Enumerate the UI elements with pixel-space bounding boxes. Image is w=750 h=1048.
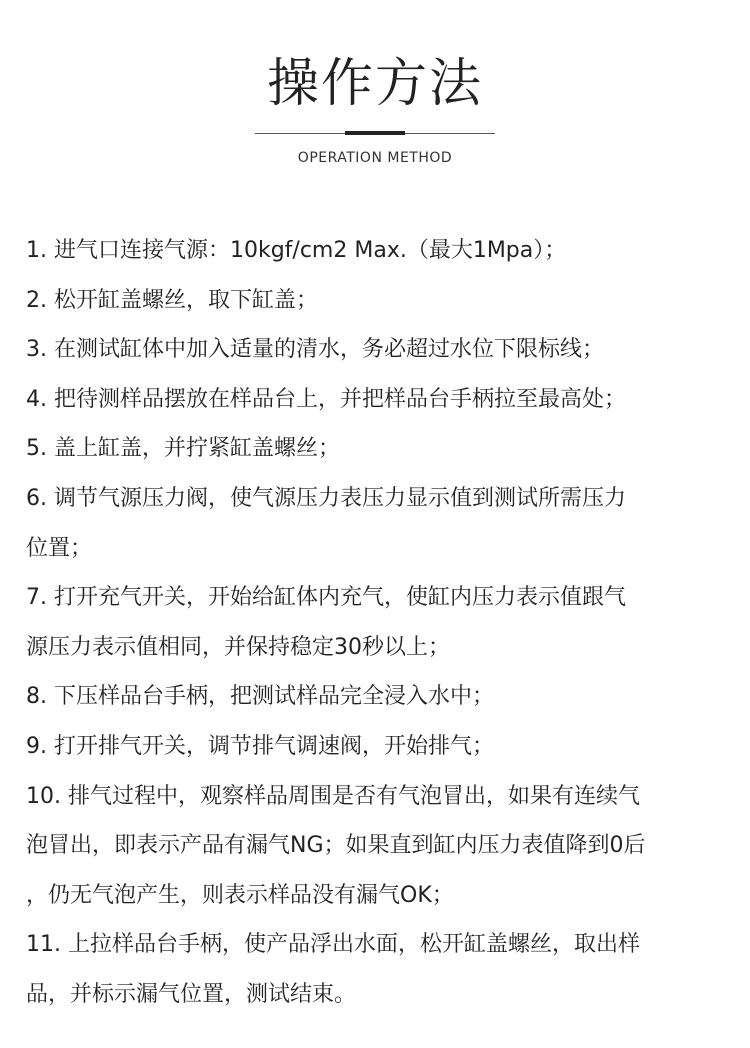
step-4 — [26, 375, 726, 425]
page-title: 操作方法 — [266, 54, 483, 114]
step-2 — [26, 276, 726, 326]
step-text-line: 3. 在测试缸体中加入适量的清水，务必超过水位下限标线； — [26, 337, 604, 363]
step-10 — [26, 772, 726, 921]
step-text-line: ，仍无气泡产生，则表示样品没有漏气OK； — [26, 882, 454, 908]
step-text-line: 2. 松开缸盖螺丝，取下缸盖； — [26, 287, 318, 313]
page-subtitle: OPERATION METHOD — [297, 150, 453, 166]
step-text-line: 源压力表示值相同，并保持稳定30秒以上； — [26, 634, 450, 660]
step-3 — [26, 325, 726, 375]
step-9 — [26, 722, 726, 772]
step-text-line: 6. 调节气源压力阀，使气源压力表压力显示值到测试所需压力 — [26, 485, 626, 511]
step-6 — [26, 474, 726, 573]
step-11 — [26, 920, 726, 1019]
step-text-line: 1. 进气口连接气源：10kgf/cm2 Max.（最大1Mpa）； — [26, 238, 567, 263]
operation-steps-list — [26, 226, 726, 1020]
step-text-line: 4. 把待测样品摆放在样品台上，并把样品台手柄拉至最高处； — [26, 386, 626, 412]
step-text-line: 7. 打开充气开关，开始给缸体内充气，使缸内压力表示值跟气 — [26, 585, 626, 611]
step-text-line: 品，并标示漏气位置，测试结束。 — [26, 981, 357, 1007]
title-divider-accent — [345, 131, 405, 135]
step-text-line: 5. 盖上缸盖，并拧紧缸盖螺丝； — [26, 436, 340, 462]
step-1 — [26, 226, 726, 276]
step-text-line: 10. 排气过程中，观察样品周围是否有气泡冒出，如果有连续气 — [26, 783, 640, 809]
step-text-line: 9. 打开排气开关，调节排气调速阀，开始排气； — [26, 733, 494, 759]
step-text-line: 泡冒出，即表示产品有漏气NG；如果直到缸内压力表值降到0后 — [26, 833, 646, 859]
step-8 — [26, 672, 726, 722]
step-7 — [26, 573, 726, 672]
step-5 — [26, 424, 726, 474]
step-text-line: 8. 下压样品台手柄，把测试样品完全浸入水中； — [26, 684, 494, 710]
section-header — [0, 0, 750, 180]
step-text-line: 位置； — [26, 535, 93, 561]
step-text-line: 11. 上拉样品台手柄，使产品浮出水面，松开缸盖螺丝，取出样 — [26, 932, 640, 958]
